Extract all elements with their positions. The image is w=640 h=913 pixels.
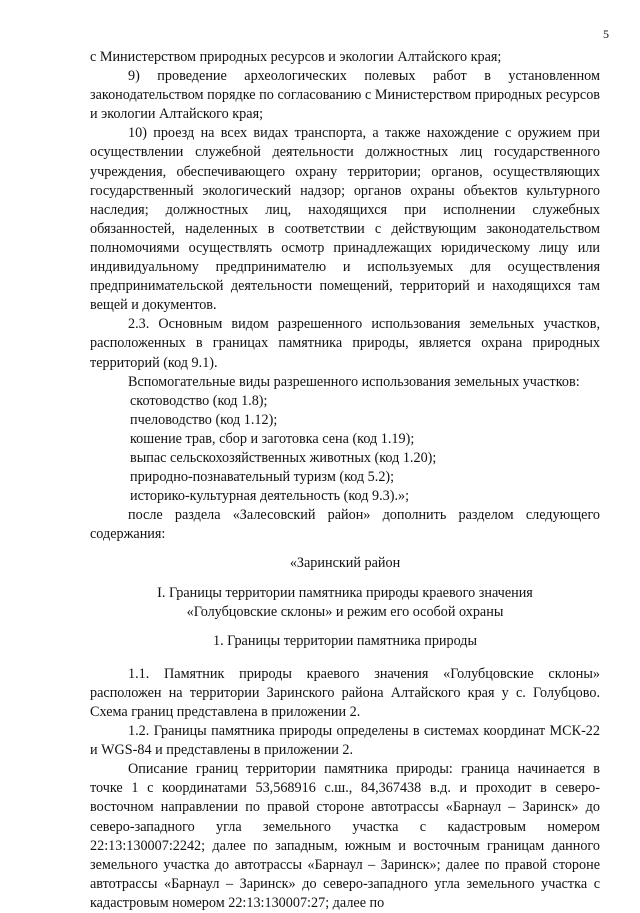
paragraph-item-9: 9) проведение археологических полевых работ в установленном законодательством порядке по согласованию с Министерством природных ресурсов и экологии Алтайского края; [90,68,600,123]
section-heading-line2: «Голубцовские склоны» и режим его особой охраны [186,603,504,620]
paragraph-1-1: 1.1. Памятник природы краевого значения «Голубцовские склоны» расположен на территории Заринского района Алтайского края у с. Голубцово. Схема границ представлена в приложении 2. [90,665,600,720]
subsection-heading: 1. Границы территории памятника природы [212,632,478,649]
list-item: природно-познавательный туризм (код 5.2); [130,469,395,486]
document-body [90,48,600,913]
list-item: историко-культурная деятельность (код 9.3).»; [130,488,410,505]
paragraph-boundary-description: Описание границ территории памятника природы: граница начинается в точке 1 с координатами 53,568916 с.ш., 84,367438 в.д. и проходит в северо-восточном направлении по правой стороне автотрассы «Барнаул – Заринск» до северо-западного угла земельного участка с кадастровым номером 22:13:130007:2242; далее по западным, южным и восточным границам данного земельного участка до автотрассы «Барнаул – Заринск»; далее по правой стороне автотрассы «Барнаул – Заринск» до северо-западного угла земельного участка с кадастровым номером 22:13:130007:27; далее по [90,761,600,911]
paragraph-1-2: 1.2. Границы памятника природы определены в системах координат МСК-22 и WGS-84 и представлены в приложении 2. [90,723,600,759]
list-item: пчеловодство (код 1.12); [130,411,278,428]
list-item: скотоводство (код 1.8); [130,392,268,409]
page-number: 5 [603,27,609,41]
paragraph-2-3: 2.3. Основным видом разрешенного использования земельных участков, расположенных в границах памятника природы, является охрана природных территорий (код 9.1). [90,316,600,371]
paragraph-auxiliary-uses: Вспомогательные виды разрешенного использования земельных участков: [128,373,580,390]
paragraph-add-section: после раздела «Залесовский район» дополнить разделом следующего содержания: [90,507,600,543]
section-heading-district: «Заринский район [289,555,401,572]
paragraph-continuation: с Министерством природных ресурсов и экологии Алтайского края; [90,49,502,65]
section-heading-line1: I. Границы территории памятника природы краевого значения [157,584,533,601]
paragraph-item-10: 10) проезд на всех видах транспорта, а также нахождение с оружием при осуществлении служебной деятельности должностных лиц государственного учреждения, обеспечивающего охрану территории; органов, осуществляющих государственный экологический надзор; органов охраны объектов культурного наследия; должностных лиц, находящихся при исполнении служебных обязанностей, наделенных в соответствии с действующим законодательством полномочиями осуществлять осмотр принадлежащих юридическому лицу или индивидуальному предпринимателю и используемых для осуществления предпринимательской деятельности помещений, территорий и находящихся там вещей и документов. [90,125,600,314]
list-item: кошение трав, сбор и заготовка сена (код 1.19); [130,430,415,447]
list-item: выпас сельскохозяйственных животных (код 1.20); [130,449,437,466]
